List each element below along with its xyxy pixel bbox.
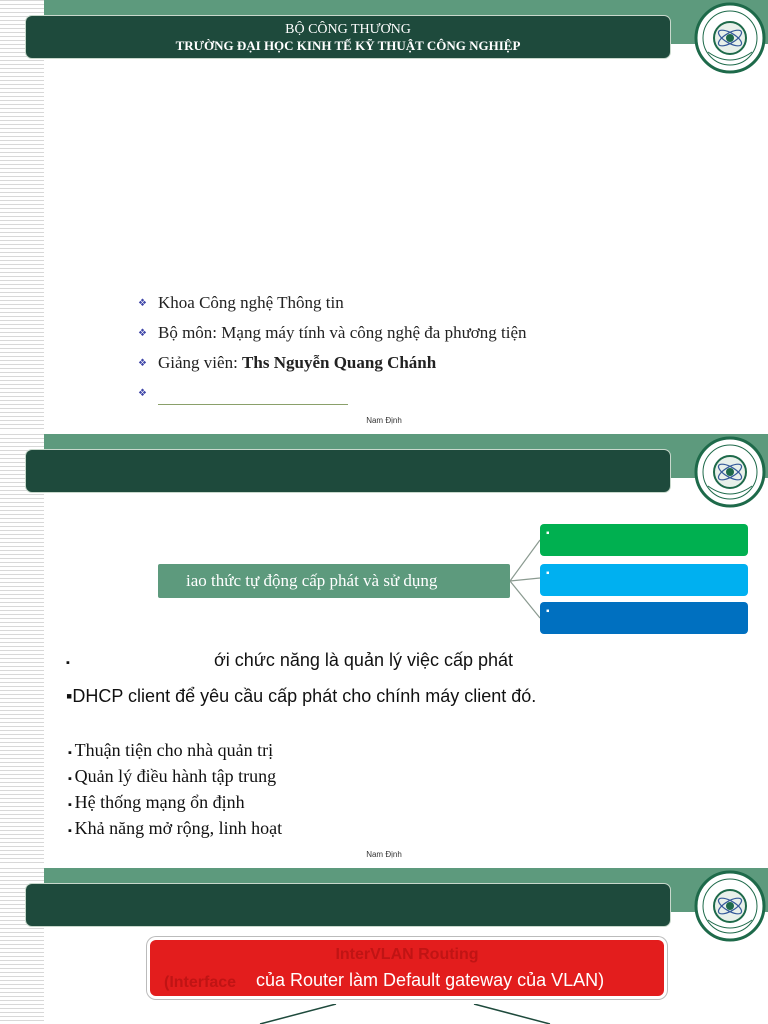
list-item: ▪ Thuận tiện cho nhà quản trị [68, 740, 274, 760]
list-item: ▪ Quản lý điều hành tập trung [68, 766, 277, 786]
blue-box [540, 602, 748, 634]
function-line [66, 650, 706, 671]
benefit-text: Hệ thống mạng ổn định [74, 792, 245, 812]
intervlan-box [150, 940, 664, 996]
box-bullet: ▪ [546, 606, 550, 617]
list-item [138, 318, 527, 348]
blank-underline [158, 390, 348, 405]
list-item [138, 288, 527, 318]
benefit-text: Thuận tiện cho nhà quản trị [74, 740, 274, 760]
green-box [540, 524, 748, 556]
list-item [138, 378, 527, 408]
diamond-bullet-icon: ❖ [138, 357, 147, 369]
box-bullet: ▪ [546, 568, 550, 579]
footer-location: Nam Định [366, 850, 402, 859]
university-title: TRƯỜNG ĐẠI HỌC KINH TẾ KỸ THUẬT CÔNG NGHIỆP [175, 38, 521, 53]
diamond-bullet-icon: ❖ [138, 297, 147, 309]
university-logo [694, 870, 766, 942]
cyan-box [540, 564, 748, 596]
footer-location: Nam Định [366, 416, 402, 425]
title-bar [26, 16, 670, 58]
info-list [138, 288, 527, 408]
protocol-pill: iao thức tự động cấp phát và sử dụng [158, 564, 510, 598]
title-bar [26, 450, 670, 492]
side-stripe [0, 0, 44, 432]
slide-3 [0, 868, 768, 1024]
university-logo [694, 2, 766, 74]
line-bullet: ▪ [66, 657, 70, 669]
university-logo [694, 436, 766, 508]
diamond-bullet-icon: ❖ [138, 387, 147, 399]
lecturer-name: Ths Nguyễn Quang Chánh [242, 353, 437, 372]
gateway-text: của Router làm Default gateway của VLAN) [256, 970, 605, 990]
benefit-text: Quản lý điều hành tập trung [74, 766, 277, 786]
lecturer-label: Giảng viên: [158, 353, 243, 372]
intervlan-title: InterVLAN Routing [335, 946, 479, 963]
list-item [138, 348, 527, 378]
slide-1 [0, 0, 768, 432]
connector-lines [510, 534, 542, 634]
title-bar [26, 884, 670, 926]
dhcp-client-line: ▪DHCP client để yêu cầu cấp phát cho chính máy client đó. [66, 686, 537, 706]
list-item: ▪ Khả năng mở rộng, linh hoạt [68, 818, 283, 838]
faculty-text: Khoa Công nghệ Thông tin [158, 293, 344, 312]
diamond-bullet-icon: ❖ [138, 327, 147, 339]
box-bullet: ▪ [546, 528, 550, 539]
benefit-list [68, 740, 282, 844]
function-text: ới chức năng là quản lý việc cấp phát [214, 650, 514, 670]
slide-2 [0, 434, 768, 866]
interface-prefix: (Interface [164, 974, 237, 991]
benefit-text: Khả năng mở rộng, linh hoạt [74, 818, 283, 838]
connector-lines [240, 1004, 570, 1024]
department-text: Bộ môn: Mạng máy tính và công nghệ đa phương tiện [158, 323, 527, 342]
list-item: ▪ Hệ thống mạng ổn định [68, 792, 245, 812]
ministry-title: BỘ CÔNG THƯƠNG [285, 22, 411, 37]
side-stripe [0, 434, 44, 866]
